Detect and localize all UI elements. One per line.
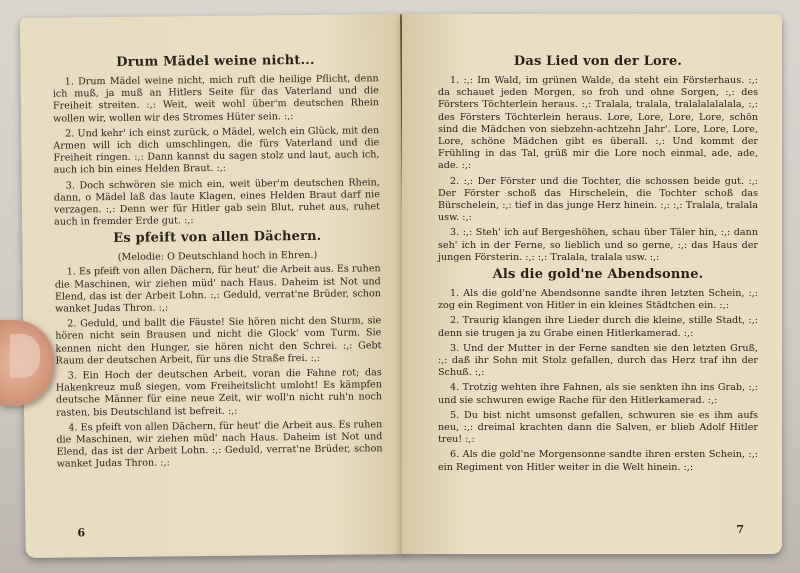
verse: 4. Es pfeift von allen Dächern, für heut' die Arbeit aus. Es ruhen die Maschinen, wir ziehen müd' nach Haus. Daheim ist Not und Elend, das ist der Arbeit Lohn. :,: Geduld, verrat'ne Brüder, schon wanket Judas Thron. :,: — [56, 419, 383, 471]
verse: 1. Drum Mädel weine nicht, mich ruft die heilige Pflicht, denn ich muß, ja muß an Hitlers Seite für das Vaterland und die Freiheit streiten. :,: Weit, weit wohl über'm deutschen Rhein wollen wir, wollen wir des Stromes Hüter sein. :,: — [52, 73, 379, 125]
verse: 5. Du bist nicht umsonst gefallen, schwuren sie es ihm aufs neu, :,: dreimal krachten dann die Salven, er blieb Adolf Hitler treu! :,: — [438, 409, 758, 446]
verse: 3. :,: Steh' ich auf Bergeshöhen, schau über Täler hin, :,: dann seh' ich in der Ferne, so lieblich und so gerne, :,: das Haus der jungen Försterin. :,: :,: Tralala, tralala usw. :,: — [438, 227, 758, 263]
verse: 3. Ein Hoch der deutschen Arbeit, voran die Fahne rot; das Hakenkreuz muß siegen, vom Freiheitslicht umloht! Es kämpfen deutsche Männer für eine neue Zeit, wir woll'n nicht ruh'n noch rasten, bis Deutschland ist befreit. :,: — [55, 367, 383, 419]
song-title: Drum Mädel weine nicht... — [116, 52, 315, 70]
verse: 1. :,: Im Wald, im grünen Walde, da steht ein Försterhaus. :,: da schauet jeden Morgen, so froh und ohne Sorgen, :,: des Försters Töchterlein heraus. :,: Tralala, tralala, tralalalalalala, :,: des Försters Töchterlein heraus. Lore, Lore, Lore, Lore, schön sind die Mädchen von siebzehn-achtzehn Jahr'. Lore, Lore, Lore, Lore, schöne Mädchen gibt es überall. :,: Und kommt der Frühling in das Tal, grüß mir die Lore noch einmal, ade, ade, ade. :,: — [438, 75, 758, 172]
verse: 4. Trotzig wehten ihre Fahnen, als sie senkten ihn ins Grab, :,: und sie schwuren ewige Rache für den Hitlerkamerad. :,: — [438, 382, 758, 406]
left-page-content — [52, 52, 382, 474]
right-page — [402, 14, 782, 554]
verse: 3. Und der Mutter in der Ferne sandten sie den letzten Gruß, :,: daß ihr Sohn mit Stolz gefallen, durch das Herz traf ihn der Schuß. :,: — [438, 342, 758, 379]
verse: 2. :,: Der Förster und die Tochter, die schossen beide gut. :,: Der Förster schoß das Hirschelein, die Tochter schoß das Bürschelein, :,: tief in das junge Herz hinein. :,: :,: Tralala, tralala usw. :,: — [438, 175, 758, 224]
verse: 1. Es pfeift von allen Dächern, für heut' die Arbeit aus. Es ruhen die Maschinen, wir ziehen müd' nach Haus. Daheim ist Not und Elend, das ist der Arbeit Lohn. :,: Geduld, verrat'ne Brüder, schon wanket Judas Thron. :,: — [54, 263, 381, 315]
verse: 2. Traurig klangen ihre Lieder durch die kleine, stille Stadt, :,: denn sie trugen ja zu Grabe einen Hitlerkamerad. :,: — [438, 315, 758, 339]
verse: 2. Und kehr' ich einst zurück, o Mädel, welch ein Glück, mit den Armen will ich dich umschlingen, die fürs Vaterland und die Freiheit ringen. :,: Dann kannst du sagen stolz und laut, auch ich, auch ich bin eines Helden Braut. :,: — [53, 125, 380, 177]
thumbnail-nail — [10, 334, 40, 378]
song-title: Es pfeift von allen Dächern. — [113, 229, 322, 247]
song-title: Das Lied von der Lore. — [513, 54, 683, 69]
verse: 2. Geduld, und ballt die Fäuste! Sie hören nicht den Sturm, sie hören nicht sein Brausen und nicht die Glock' vom Turm. Sie kennen nicht den Hunger, sie hören nicht den Schrei. :,: Gebt Raum der deutschen Arbeit, für uns die Straße frei. :,: — [55, 315, 382, 367]
left-page — [20, 14, 406, 558]
melody-note: (Melodie: O Deutschland hoch in Ehren.) — [117, 250, 318, 264]
page-number: 7 — [736, 523, 744, 536]
open-songbook — [14, 14, 786, 562]
verse: 3. Doch schwören sie mich ein, weit über'm deutschen Rhein, dann, o Mädel laß das laute Klagen, eines Helden Braut darf nie verzagen. :,: Denn wer für Hitler gab sein Blut, ruhet aus, ruhet auch in fremder Erde gut. :,: — [53, 176, 381, 228]
verse: 1. Als die gold'ne Abendsonne sandte ihren letzten Schein, :,: zog ein Regiment von Hitler in ein kleines Städtchen ein. :,: — [438, 288, 758, 312]
right-page-content — [438, 54, 758, 477]
page-number: 6 — [77, 526, 86, 540]
verse: 6. Als die gold'ne Morgensonne sandte ihren ersten Schein, :,: ein Regiment von Hitler weiter in die Welt hinein. :,: — [438, 449, 758, 473]
song-title: Als die gold'ne Abendsonne. — [492, 267, 704, 283]
